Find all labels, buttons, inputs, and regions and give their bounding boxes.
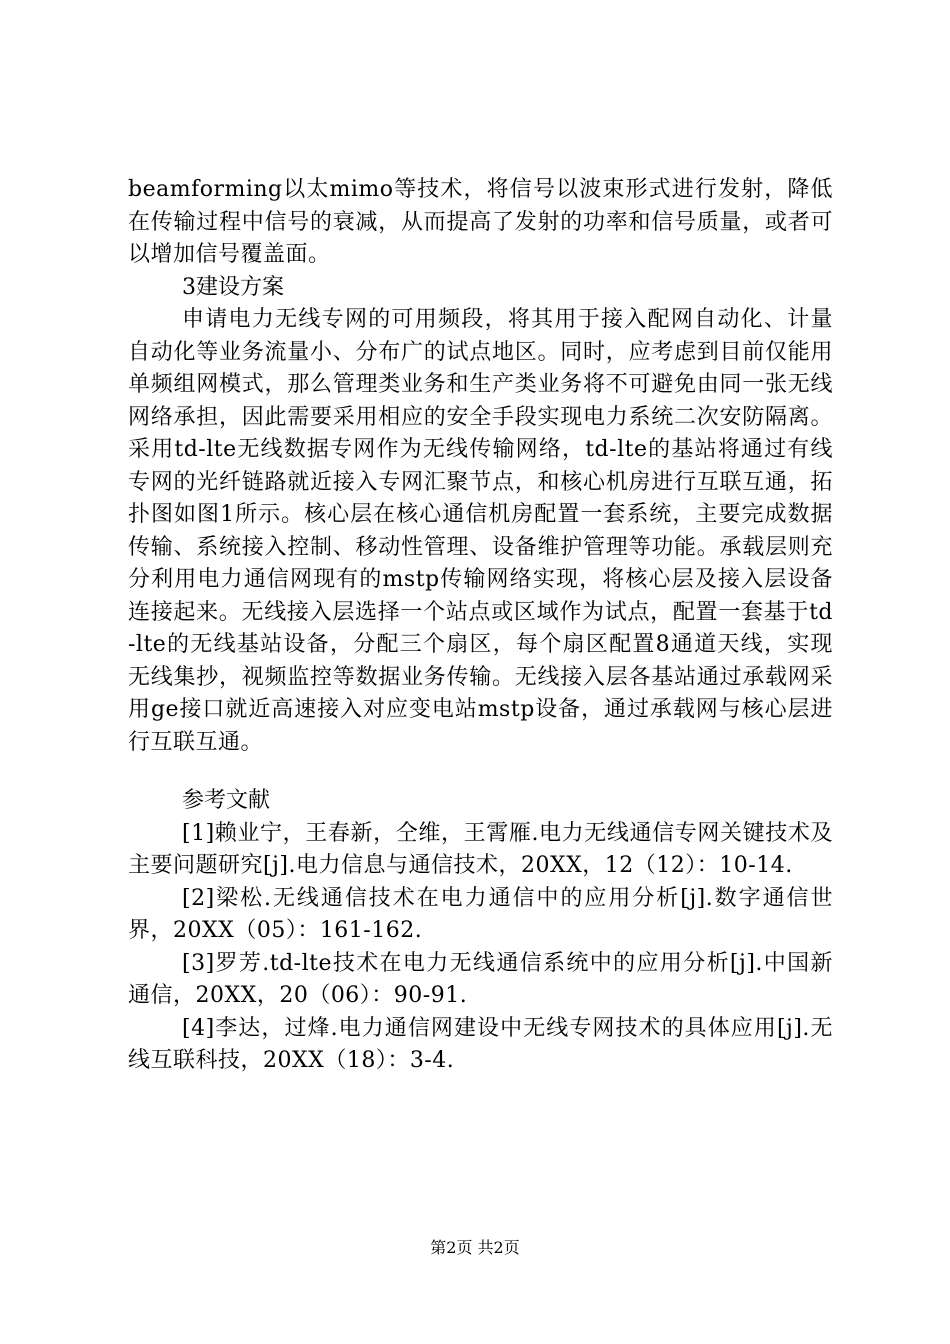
intro-paragraph: beamforming以太mimo等技术，将信号以波束形式进行发射，降低在传输过程中信号的衰减，从而提高了发射的功率和信号质量，或者可以增加信号覆盖面。: [128, 177, 833, 267]
section-heading: 3建设方案: [182, 274, 284, 300]
page-number-footer: 第2页 共2页: [430, 1238, 520, 1257]
spacer: [128, 759, 833, 785]
references-title: 参考文献: [182, 788, 271, 813]
document-body: [128, 174, 833, 1078]
reference-item-3: [3]罗芳.td-lte技术在电力无线通信系统中的应用分析[j].中国新通信，20XX，20（06）：90-91.: [128, 950, 833, 1008]
plan-paragraph: 申请电力无线专网的可用频段，将其用于接入配网自动化、计量自动化等业务流量小、分布广的试点地区。同时，应考虑到目前仅能用单频组网模式，那么管理类业务和生产类业务将不可避免由同一张无线网络承担，因此需要采用相应的安全手段实现电力系统二次安防隔离。采用td-lte无线数据专网作为无线传输网络，td-lte的基站将通过有线专网的光纤链路就近接入专网汇聚节点，和核心机房进行互联互通，拓扑图如图1所示。核心层在核心通信机房配置一套系统，主要完成数据传输、系统接入控制、移动性管理、设备维护管理等功能。承载层则充分利用电力通信网现有的mstp传输网络实现，将核心层及接入层设备连接起来。无线接入层选择一个站点或区域作为试点，配置一套基于td-lte的无线基站设备，分配三个扇区，每个扇区配置8通道天线，实现无线集抄，视频监控等数据业务传输。无线接入层各基站通过承载网采用ge接口就近高速接入对应变电站mstp设备，通过承载网与核心层进行互联互通。: [128, 307, 833, 755]
reference-item-4: [4]李达，过烽.电力通信网建设中无线专网技术的具体应用[j].无线互联科技，20XX（18）：3-4.: [128, 1015, 833, 1073]
reference-item-2: [2]梁松.无线通信技术在电力通信中的应用分析[j].数字通信世界，20XX（05）：161-162.: [128, 885, 833, 943]
reference-item-1: [1]赖业宁，王春新，仝维，王霄雁.电力无线通信专网关键技术及主要问题研究[j].电力信息与通信技术，20XX，12（12）：10-14.: [128, 820, 833, 878]
